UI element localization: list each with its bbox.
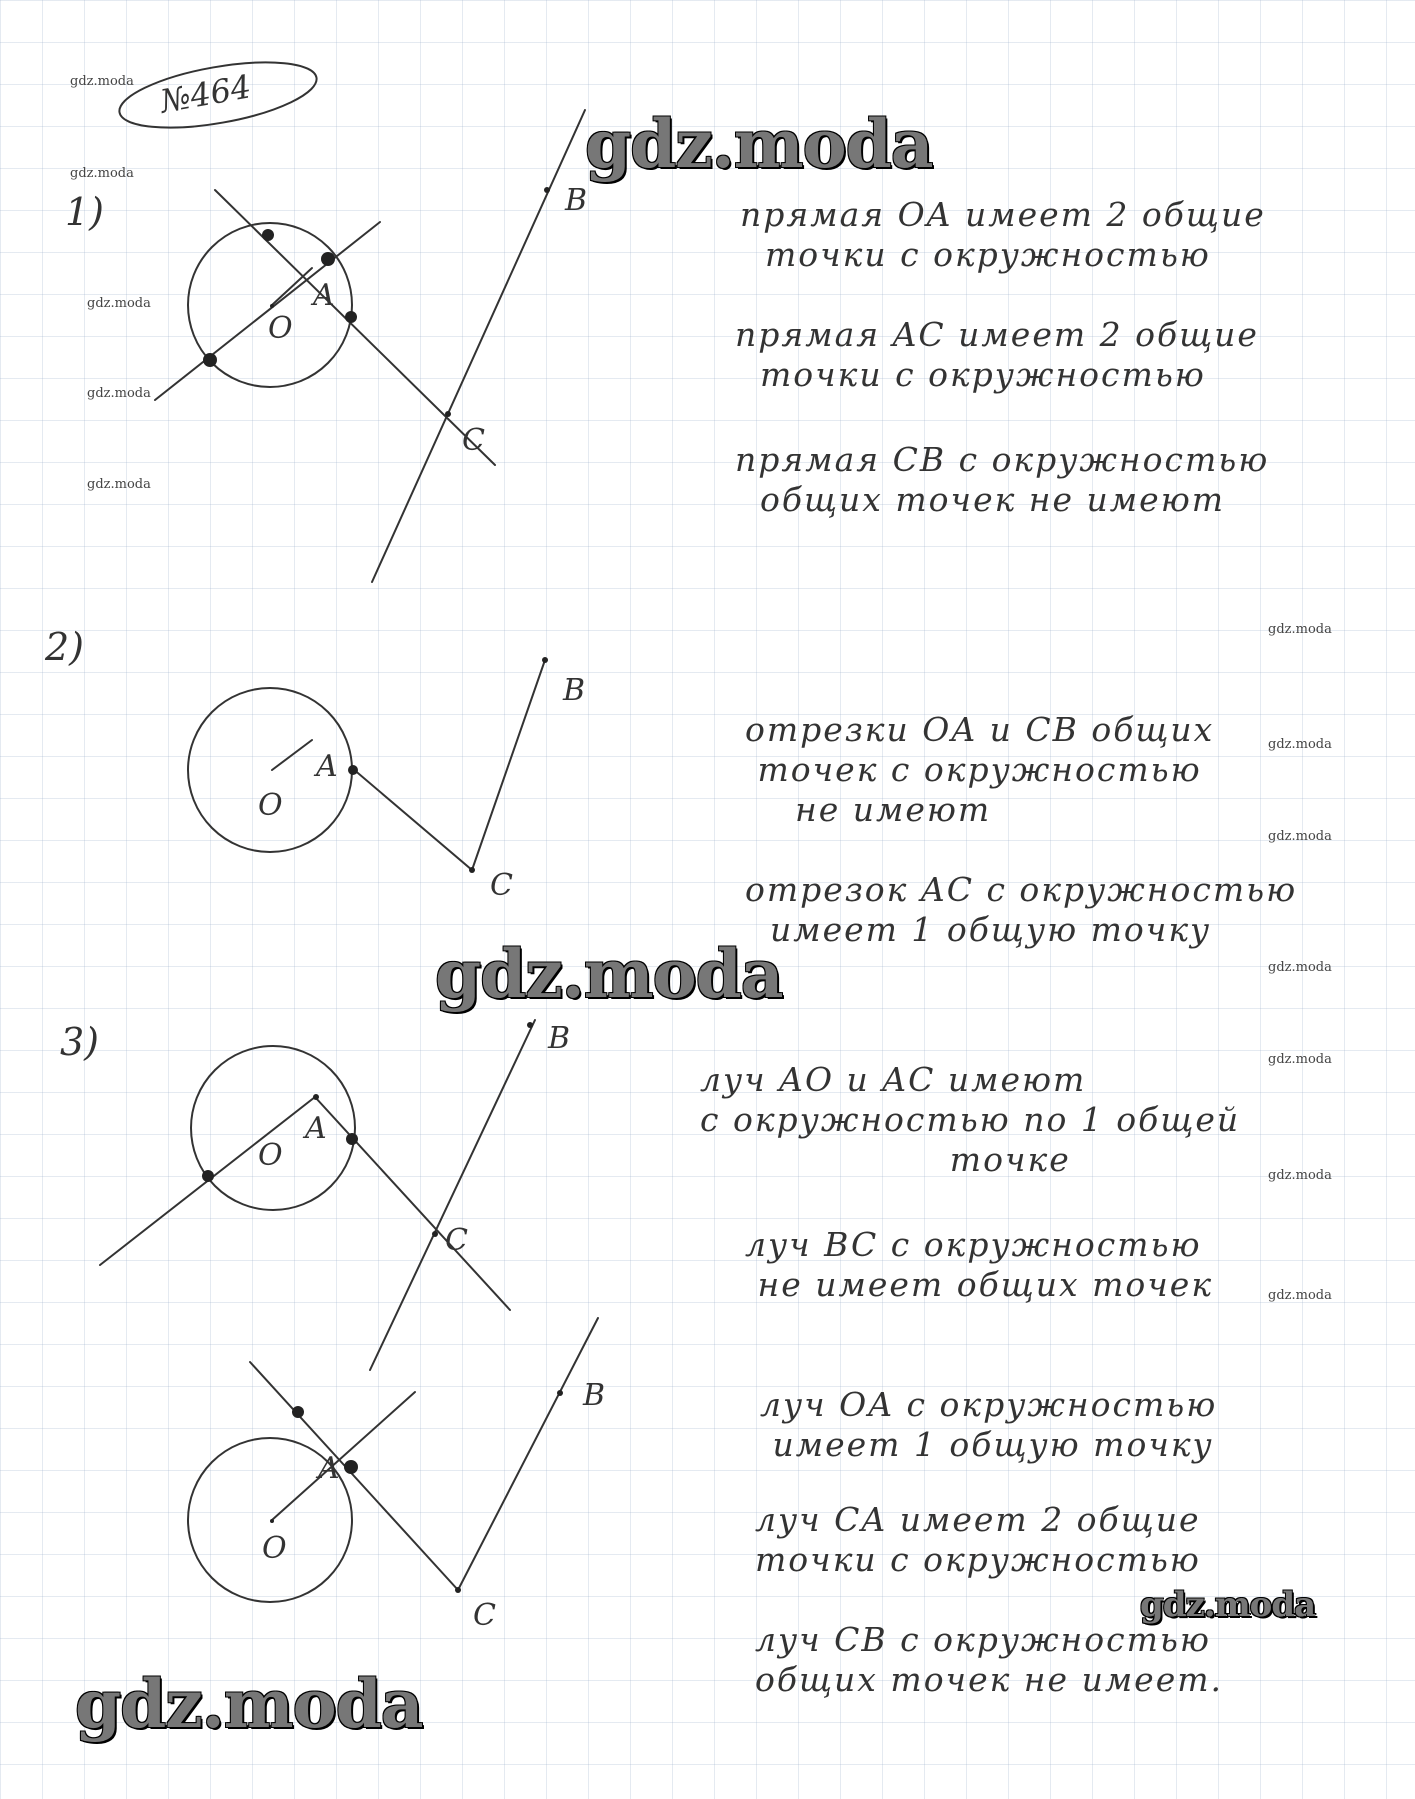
figure-1-segment-oa	[272, 268, 312, 305]
figure-2-point	[542, 657, 548, 663]
watermark-small: gdz.moda	[87, 386, 151, 401]
figure-3a-ray-cb	[370, 1020, 535, 1370]
figure-3b-point	[292, 1406, 304, 1418]
figure-1-point	[321, 252, 335, 266]
watermark-small: gdz.moda	[1268, 960, 1332, 975]
figure-1-label-o: O	[268, 311, 293, 346]
figure-3a-label-c: C	[445, 1223, 468, 1258]
figure-3a	[100, 1020, 535, 1370]
figure-1-point	[544, 187, 550, 193]
watermark-small: gdz.moda	[1268, 829, 1332, 844]
figure-1-line-ac	[215, 190, 495, 465]
answer-3-2: луч BC с окружностью не имеет общих точек	[745, 1225, 1214, 1304]
figure-3b-label-b: B	[583, 1378, 606, 1413]
figure-2-segment-acb	[352, 660, 545, 870]
figure-3a-label-a: A	[305, 1111, 327, 1146]
figure-2-label-b: B	[563, 673, 586, 708]
watermark-small: gdz.moda	[1268, 1288, 1332, 1303]
watermark-large: gdz.moda	[435, 935, 783, 1013]
figure-3b-point	[270, 1519, 274, 1523]
figure-3b-ray-cb	[458, 1318, 598, 1590]
figure-1-label-b: B	[565, 183, 588, 218]
figure-3a-circle	[191, 1046, 355, 1210]
figure-3a-point	[313, 1094, 319, 1100]
figure-1-point	[270, 304, 274, 308]
figure-1-point	[262, 229, 274, 241]
section-label-3: 3)	[60, 1020, 100, 1064]
section-label-2: 2)	[45, 625, 85, 669]
figure-2-point	[348, 765, 358, 775]
figure-2-segment-oa	[272, 740, 312, 770]
answer-3-1: луч AO и AC имеют с окружностью по 1 общей точке	[700, 1060, 1241, 1179]
watermark-small: gdz.moda	[70, 74, 134, 89]
watermark-small: gdz.moda	[87, 477, 151, 492]
watermark-small: gdz.moda	[87, 296, 151, 311]
figure-3a-point	[527, 1022, 533, 1028]
answer-1-1: прямая OA имеет 2 общие точки с окружностью	[740, 195, 1266, 274]
figure-2-label-a: A	[316, 749, 338, 784]
figure-2-label-o: O	[258, 788, 283, 823]
figure-3b-point	[344, 1460, 358, 1474]
figure-3b-label-a: A	[318, 1451, 340, 1486]
watermark-small: gdz.moda	[70, 166, 134, 181]
figure-1-point	[445, 411, 451, 417]
figure-3b-label-c: C	[473, 1598, 496, 1633]
figure-3a-label-b: B	[548, 1021, 571, 1056]
watermark-large: gdz.moda	[75, 1665, 423, 1743]
answer-2-1: отрезки OA и CB общих точек с окружностью не имеют	[745, 710, 1215, 829]
watermark-large: gdz.moda	[585, 105, 933, 183]
answer-1-2: прямая AC имеет 2 общие точки с окружностью	[735, 315, 1259, 394]
figure-3a-point	[202, 1170, 214, 1182]
watermark-small: gdz.moda	[1268, 622, 1332, 637]
answer-3-4: луч CA имеет 2 общие точки с окружностью	[755, 1500, 1201, 1579]
figure-1-point	[345, 311, 357, 323]
watermark-large: gdz.moda	[1140, 1585, 1316, 1625]
figure-3b-point	[557, 1390, 563, 1396]
answer-3-5: луч CB с окружностью общих точек не имеет.	[755, 1620, 1224, 1699]
figure-1	[155, 110, 588, 582]
figure-2-point	[469, 867, 475, 873]
figure-1-line-cb	[372, 110, 588, 582]
figure-1-label-c: C	[462, 423, 485, 458]
watermark-small: gdz.moda	[1268, 737, 1332, 752]
answer-2-2: отрезок AC с окружностью имеет 1 общую точку	[745, 870, 1298, 949]
watermark-small: gdz.moda	[1268, 1052, 1332, 1067]
figure-3b-label-o: O	[262, 1531, 287, 1566]
answer-1-3: прямая CB с окружностью общих точек не имеют	[735, 440, 1270, 519]
watermark-small: gdz.moda	[1268, 1168, 1332, 1183]
section-label-1: 1)	[65, 190, 105, 234]
problem-number: №464	[157, 67, 254, 121]
figure-2-label-c: C	[490, 868, 513, 903]
figure-3a-point	[346, 1133, 358, 1145]
figure-2	[188, 660, 545, 870]
figure-3b-point	[455, 1587, 461, 1593]
figure-3a-point	[432, 1231, 438, 1237]
figure-3b	[188, 1318, 598, 1602]
figure-3a-label-o: O	[258, 1138, 283, 1173]
answer-3-3: луч OA с окружностью имеет 1 общую точку	[760, 1385, 1218, 1464]
figure-1-label-a: A	[313, 278, 335, 313]
figure-1-point	[203, 353, 217, 367]
